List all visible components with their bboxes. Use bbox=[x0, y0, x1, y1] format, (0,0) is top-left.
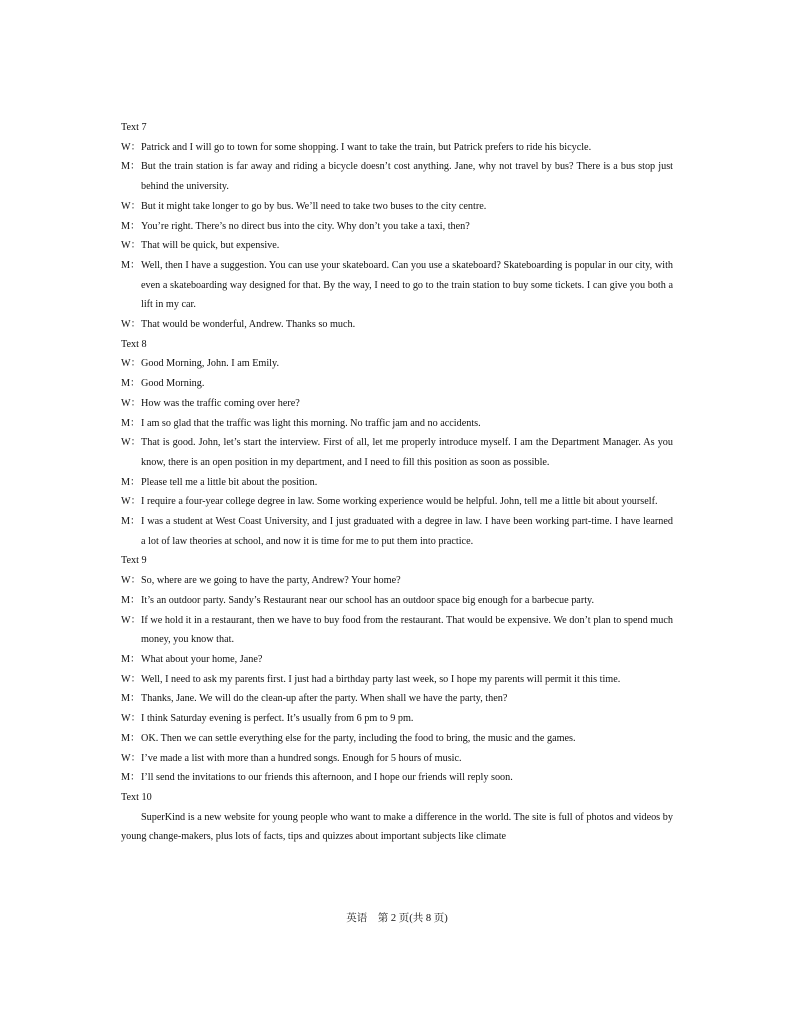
dialogue-line bbox=[121, 197, 673, 217]
passage-paragraph: SuperKind is a new website for young people who want to make a difference in the world. The site is full of photos and videos by young change-makers, plus lots of facts, tips and quizzes about important subjects like climate bbox=[121, 811, 673, 843]
section-heading: Text 9 bbox=[121, 555, 147, 567]
speaker-label: M： bbox=[121, 693, 141, 705]
speaker-label: W： bbox=[121, 752, 141, 764]
speaker-label: W： bbox=[121, 673, 141, 685]
dialogue-line bbox=[121, 354, 673, 374]
speaker-label: W： bbox=[121, 496, 141, 508]
dialogue-line bbox=[121, 709, 673, 729]
section-heading: Text 7 bbox=[121, 122, 147, 133]
dialogue-line bbox=[121, 611, 673, 650]
speaker-label: W： bbox=[121, 614, 141, 626]
dialogue-text: But it might take longer to go by bus. We’ll need to take two buses to the city centre. bbox=[141, 200, 487, 212]
dialogue-line bbox=[121, 433, 673, 472]
dialogue-line bbox=[121, 689, 673, 709]
speaker-label: W： bbox=[121, 319, 141, 331]
speaker-label: M： bbox=[121, 417, 141, 429]
dialogue-text: Please tell me a little bit about the position. bbox=[141, 476, 318, 488]
dialogue-line bbox=[121, 394, 673, 414]
dialogue-text: OK. Then we can settle everything else for the party, including the food to bring, the music and the games. bbox=[141, 732, 576, 744]
dialogue-text: I think Saturday evening is perfect. It’s usually from 6 pm to 9 pm. bbox=[141, 713, 414, 725]
speaker-label: W： bbox=[121, 575, 141, 587]
speaker-label: M： bbox=[121, 476, 141, 488]
dialogue-text: Good Morning, John. I am Emily. bbox=[141, 358, 279, 370]
dialogue-text: Well, I need to ask my parents first. I just had a birthday party last week, so I hope my parents will permit it this time. bbox=[141, 673, 621, 685]
speaker-label: M： bbox=[121, 516, 141, 528]
dialogue-line bbox=[121, 315, 673, 335]
speaker-label: M： bbox=[121, 378, 141, 390]
dialogue-line bbox=[121, 492, 673, 512]
document-body bbox=[121, 118, 673, 847]
speaker-label: W： bbox=[121, 713, 141, 725]
dialogue-line bbox=[121, 473, 673, 493]
section-heading: Text 10 bbox=[121, 791, 152, 803]
speaker-label: W： bbox=[121, 358, 141, 370]
dialogue-text: If we hold it in a restaurant, then we have to buy food from the restaurant. That would be expensive. We don’t plan to spend much money, you know that. bbox=[141, 614, 673, 646]
dialogue-text: Good Morning. bbox=[141, 378, 205, 390]
speaker-label: W： bbox=[121, 200, 141, 212]
dialogue-line bbox=[121, 138, 673, 158]
dialogue-line bbox=[121, 571, 673, 591]
dialogue-text: I’ll send the invitations to our friends this afternoon, and I hope our friends will reply soon. bbox=[141, 772, 513, 784]
dialogue-line bbox=[121, 414, 673, 434]
dialogue-line bbox=[121, 729, 673, 749]
speaker-label: M： bbox=[121, 732, 141, 744]
dialogue-text: I am so glad that the traffic was light this morning. No traffic jam and no accidents. bbox=[141, 417, 481, 429]
speaker-label: M： bbox=[121, 220, 141, 232]
speaker-label: M： bbox=[121, 259, 141, 271]
dialogue-text: I require a four-year college degree in law. Some working experience would be helpful. John, tell me a little bit about yourself. bbox=[141, 496, 658, 508]
dialogue-line bbox=[121, 236, 673, 256]
speaker-label: W： bbox=[121, 437, 141, 449]
dialogue-line bbox=[121, 670, 673, 690]
speaker-label: W： bbox=[121, 141, 141, 153]
dialogue-text: So, where are we going to have the party, Andrew? Your home? bbox=[141, 575, 401, 587]
dialogue-text: Thanks, Jane. We will do the clean-up after the party. When shall we have the party, then? bbox=[141, 693, 508, 705]
dialogue-text: That will be quick, but expensive. bbox=[141, 240, 280, 252]
dialogue-text: I’ve made a list with more than a hundred songs. Enough for 5 hours of music. bbox=[141, 752, 462, 764]
dialogue-line bbox=[121, 512, 673, 551]
speaker-label: W： bbox=[121, 240, 141, 252]
dialogue-text: How was the traffic coming over here? bbox=[141, 397, 300, 409]
dialogue-line bbox=[121, 256, 673, 315]
dialogue-line bbox=[121, 374, 673, 394]
dialogue-line bbox=[121, 749, 673, 769]
dialogue-text: Well, then I have a suggestion. You can use your skateboard. Can you use a skateboard? Skateboarding is popular in our city, with even a skateboarding way designed for that. By the way, I need to go to the train station to buy some tickets. I can give you both a lift in my car. bbox=[141, 259, 673, 311]
speaker-label: W： bbox=[121, 397, 141, 409]
dialogue-text: Patrick and I will go to town for some shopping. I want to take the train, but Patrick prefers to ride his bicycle. bbox=[141, 141, 592, 153]
section-heading: Text 8 bbox=[121, 338, 147, 350]
dialogue-text: What about your home, Jane? bbox=[141, 653, 263, 665]
dialogue-text: It’s an outdoor party. Sandy’s Restaurant near our school has an outdoor space big enough for a barbecue party. bbox=[141, 594, 595, 606]
page-footer: 英语 第 2 页(共 8 页) bbox=[346, 913, 448, 924]
dialogue-line bbox=[121, 591, 673, 611]
dialogue-text: You’re right. There’s no direct bus into the city. Why don’t you take a taxi, then? bbox=[141, 220, 470, 232]
dialogue-line bbox=[121, 157, 673, 196]
speaker-label: M： bbox=[121, 772, 141, 784]
speaker-label: M： bbox=[121, 161, 141, 173]
dialogue-line bbox=[121, 650, 673, 670]
speaker-label: M： bbox=[121, 653, 141, 665]
dialogue-line bbox=[121, 217, 673, 237]
dialogue-text: I was a student at West Coast University, and I just graduated with a degree in law. I have been working part-time. I have learned a lot of law theories at school, and now it is time for me to put them into practice. bbox=[141, 516, 673, 547]
dialogue-text: That would be wonderful, Andrew. Thanks so much. bbox=[141, 319, 356, 331]
dialogue-text: But the train station is far away and riding a bicycle doesn’t cost anything. Jane, why not travel by bus? There is a bus stop just behind the university. bbox=[141, 161, 673, 193]
dialogue-line bbox=[121, 768, 673, 788]
dialogue-text: That is good. John, let’s start the interview. First of all, let me properly introduce myself. I am the Department Manager. As you know, there is an open position in my department, and I need to fill this position as soon as possible. bbox=[141, 437, 673, 468]
speaker-label: M： bbox=[121, 594, 141, 606]
